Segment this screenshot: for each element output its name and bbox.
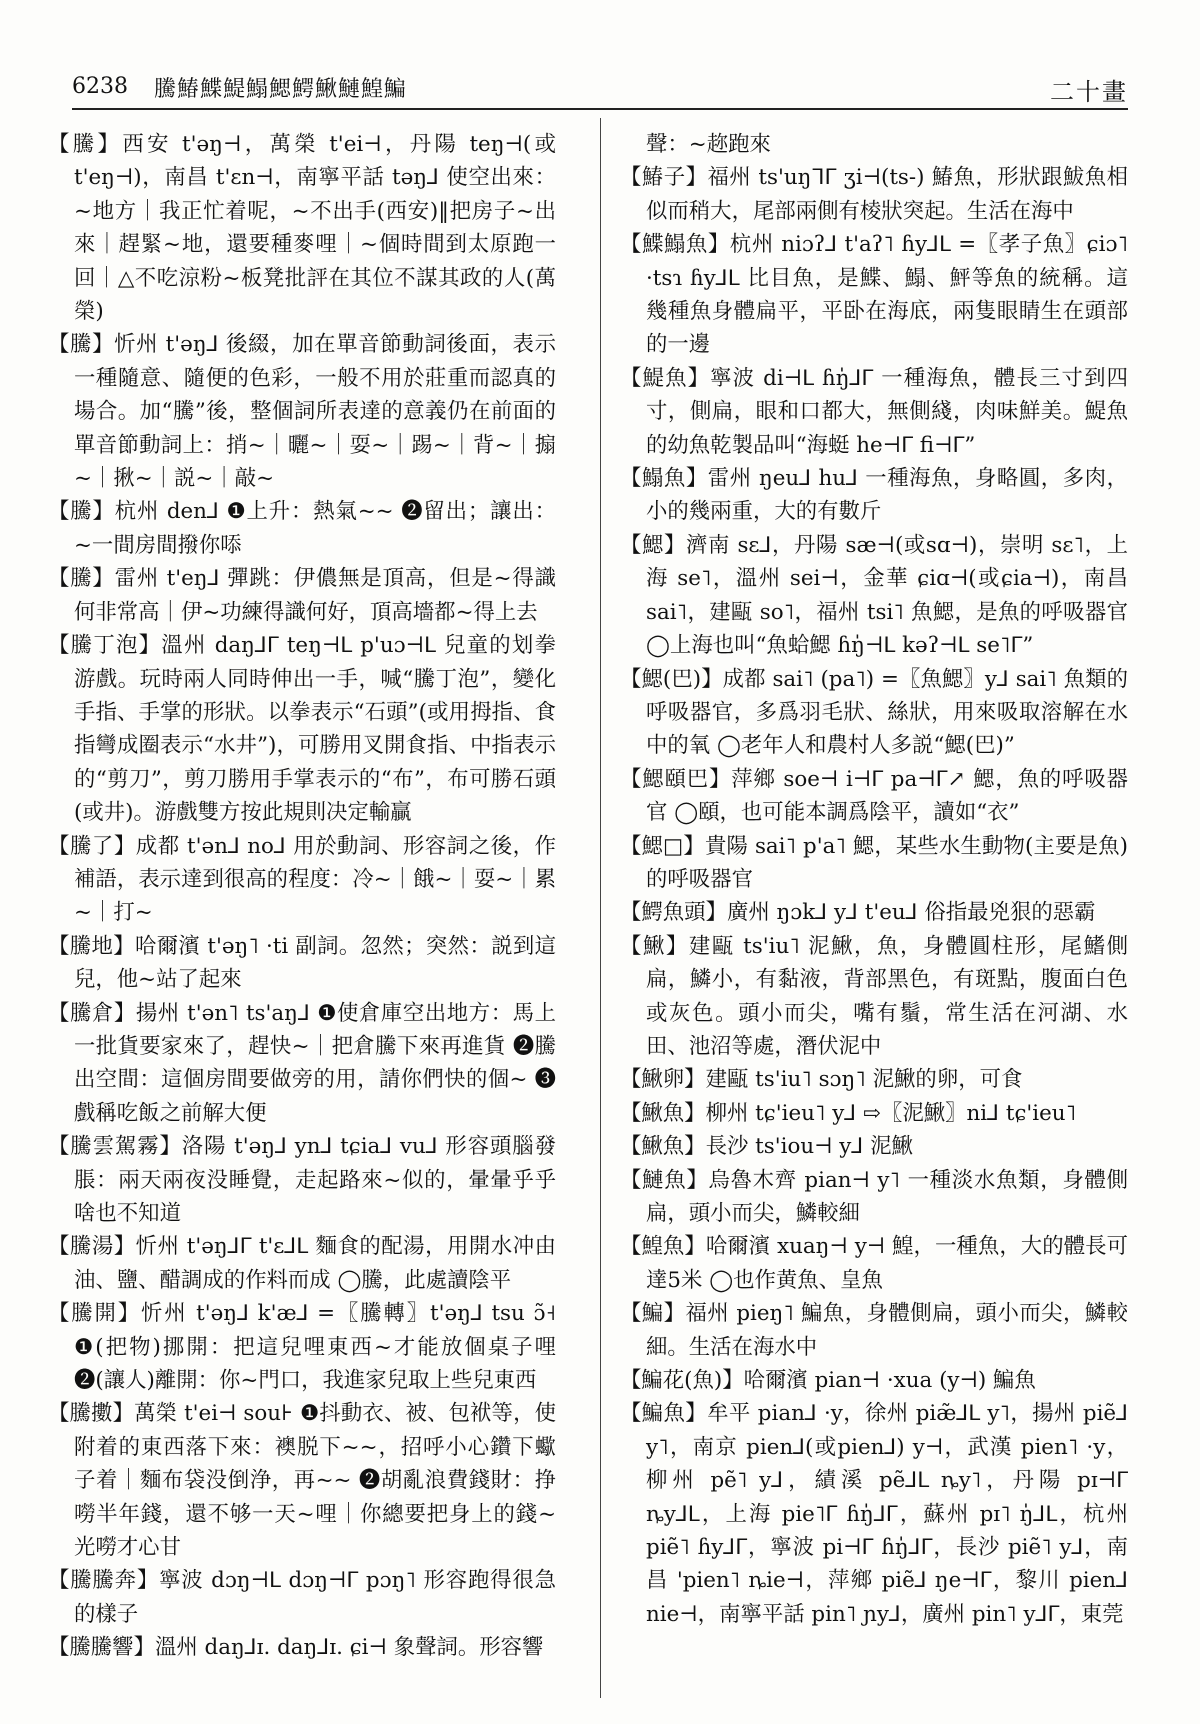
entry-teng-tang: 【騰湯】忻州 t'əŋ⅃ᒥ t'ɛ⅃ᒪ 麵食的配湯，用開水冲由油、鹽、醋調成的作料而成 ◯騰，此處讀陰平: [48, 1234, 556, 1293]
entry-teng-le: 【騰了】成都 t'ən⅃ no⅃ 用於動詞、形容詞之後，作補語，表示達到很高的程度：冷~｜餓~｜耍~｜累~｜打~: [48, 833, 556, 926]
entry-ta-yu: 【鰨魚】雷州 ŋeu⅃ hu⅃ 一種海魚，身略圓，多肉，小的幾兩重，大的有數斤: [620, 466, 1128, 525]
entry-sai: 【鰓】濟南 sɛ⅃，丹陽 sæ⊣(或sɑ⊣)，崇明 sɛ˥，上海 se˥，溫州 sei⊣，金華 ɕiɑ⊣(或ɕia⊣)，南昌 sai˥，建甌 so˥，福州 tsi˥ 魚鰓，是魚的呼吸器官 ◯上海也叫“魚蛤鰓 ɦŋ̍⊣ᒪ kəʔ⊣ᒪ se˥ᒥ”: [620, 532, 1128, 659]
entry-continuation: 聲：~趂跑來: [646, 132, 771, 157]
column-divider: [600, 118, 601, 1698]
right-column: [620, 128, 1128, 1698]
entry-teng-xinzhou: 【騰】忻州 t'əŋ⅃ 後綴，加在單音節動詞後面，表示一種隨意、隨便的色彩，一般不用於莊重而認真的場合。加“騰”後，整個詞所表達的意義仍在前面的單音節動詞上：捎~｜曬~｜耍~｜踢~｜背~｜搧~｜揪~｜説~｜敲~: [48, 332, 556, 492]
entry-ti-yu: 【鯷魚】寧波 di⊣ᒪ ɦŋ̍⅃ᒥ 一種海魚，體長三寸到四寸，側扁，眼和口都大，無側綫，肉味鮮美。鯷魚的幼魚乾製品叫“海蜓 he⊣ᒥ fi⊣ᒥ”: [620, 365, 1128, 458]
entry-teng-teng-ben: 【騰騰奔】寧波 dɔŋ⊣ᒪ dɔŋ⊣ᒥ pɔŋ˥ 形容跑得很急的樣子: [48, 1568, 556, 1627]
left-column: [48, 128, 556, 1698]
entry-teng-hangzhou: 【騰】杭州 den⅃ ❶上升：熱氣~~ ❷留出；讓出：~一間房間撥你㖭: [48, 499, 556, 558]
page-number: 6238: [72, 74, 128, 99]
entry-teng-leizhou: 【騰】雷州 t'eŋ⅃ 彈跳：伊儂無是頂高，但是~得識何非常高｜伊~功練得識何好，頂高墻都~得上去: [48, 566, 556, 625]
page-title: 騰鰆鰈鯷鰨鰓鰐鰍鰱鰉鯿: [154, 77, 408, 102]
entry-huang-yu: 【鰉魚】哈爾濱 xuaŋ⊣ y⊣ 鰉，一種魚，大的體長可達5米 ◯也作黄魚、皇魚: [620, 1234, 1128, 1293]
entry-teng-ding-pao: 【騰丁泡】溫州 daŋ⅃ᒥ teŋ⊣ᒪ p'uɔ⊣ᒪ 兒童的划拳游戲。玩時兩人同時伸出一手，喊“騰丁泡”，變化手指、手掌的形狀。以拳表示“石頭”(或用拇指、食指彎成圈表示“水井”)，可勝用叉開食指、中指表示的“剪刀”，剪刀勝用手掌表示的“布”，布可勝石頭(或井)。游戲雙方按此規則决定輸贏: [48, 633, 556, 826]
entry-teng-xian: 【騰】西安 t'əŋ⊣，萬榮 t'ei⊣，丹陽 teŋ⊣(或t'eŋ⊣)，南昌 t'ɛn⊣，南寧平話 təŋ⅃ 使空出來：~地方｜我正忙着呢，~不出手(西安)‖把房子~出來｜趕緊~地，還要種麥哩｜~個時間到太原跑一回｜△不吃涼粉~板凳批評在其位不謀其政的人(萬榮): [48, 132, 556, 325]
entry-sai-yi-ba: 【鰓頤巴】萍鄉 soe⊣ i⊣ᒥ pa⊣ᒥ↗ 鰓，魚的呼吸器官 ◯頤，也可能本調爲陰平，讀如“衣”: [620, 766, 1128, 826]
entry-qiu-yu-liuzhou: 【鰍魚】柳州 tɕ'ieu˥ y⅃ ⇨〖泥鰍〗ni⅃ tɕ'ieu˥: [620, 1100, 1077, 1126]
entry-qiu: 【鰍】建甌 ts'iu˥ 泥鰍，魚，身體圓柱形，尾鰭側扁，鱗小，有黏液，背部黑色，有斑點，腹面白色或灰色。頭小而尖，嘴有鬚，常生活在河湖、水田、池沼等處，潛伏泥中: [620, 933, 1128, 1059]
entry-teng-yun-jia-wu: 【騰雲駕霧】洛陽 t'əŋ⅃ yn⅃ tɕia⅃ vu⅃ 形容頭腦發脹：兩天兩夜没睡覺，走起路來~似的，暈暈乎乎啥也不知道: [48, 1134, 556, 1226]
entry-chun-zi: 【鰆子】福州 ts'uŋᒣᒥ ʒi⊣(ts-) 鰆魚，形狀跟鮁魚相似而稍大，尾部兩側有棱狀突起。生活在海中: [620, 165, 1128, 224]
entry-teng-di: 【騰地】哈爾濱 t'əŋ˥ ·ti 副詞。忽然；突然：説到這兒，他~站了起來: [48, 933, 556, 993]
entry-die-ta-yu: 【鰈鰨魚】杭州 niɔʔ⅃ t'aʔ˥ ɦy⅃ᒪ =〖孝子魚〗ɕiɔ˥ ·tsɿ ɦy⅃ᒪ 比目魚，是鰈、鰨、鮃等魚的統稱。這幾種魚身體扁平，平卧在海底，兩隻眼睛生在頭部的一邊: [620, 232, 1128, 358]
entry-lian-yu: 【鰱魚】烏魯木齊 pian⊣ y˥ 一種淡水魚類，身體側扁，頭小而尖，鱗較細: [620, 1167, 1128, 1226]
entry-teng-kai: 【騰開】忻州 t'əŋ⅃ k'æ⅃ =〖騰轉〗t'əŋ⅃ tsu ɔ̃˧ ❶(把物)挪開：把這兒哩東西~才能放個桌子哩 ❷(讓人)離開：你~門口，我進家兒取上些兒東西: [48, 1301, 556, 1394]
entry-sai-ba: 【鰓(巴)】成都 sai˥ (pa˥) =〖魚鰓〗y⅃ sai˥ 魚類的呼吸器官，多爲羽毛狀、絲狀，用來吸取溶解在水中的氧 ◯老年人和農村人多説“鰓(巴)”: [620, 666, 1128, 759]
entry-bian: 【鯿】福州 pieŋ˥ 鯿魚，身體側扁，頭小而尖，鱗較細。生活在海水中: [620, 1301, 1128, 1360]
entry-bian-hua-yu: 【鯿花(魚)】哈爾濱 pian⊣ ·xua (y⊣) 鯿魚: [620, 1368, 1036, 1394]
entry-bian-yu: 【鯿魚】牟平 pian⅃ ·y，徐州 piæ̃⅃ᒪ y˥，揚州 piẽ⅃ y˥，南京 pien⅃(或pien⅃) y⊣，武漢 pien˥ ·y，柳州 pẽ˥ y⅃，績溪 pẽ⅃ᒪ ȵy˥，丹陽 pɪ⊣ᒥ ȵy⅃ᒪ，上海 pie˥ᒥ ɦŋ̍⅃ᒥ，蘇州 pɪ˥ ŋ̍⅃ᒪ，杭州 piẽ˥ ɦy⅃ᒥ，寧波 pi⊣ᒥ ɦŋ̍⅃ᒥ，長沙 piẽ˥ y⅃，南昌 'pien˥ ȵie⊣，萍鄉 piẽ⅃ ŋe⊣ᒥ，黎川 pien⅃ nie⊣，南寧平話 pin˥ ɲy⅃，廣州 pin˥ y⅃ᒥ，東莞: [620, 1401, 1128, 1627]
entry-qiu-luan: 【鰍卵】建甌 ts'iu˥ sɔŋ˥ 泥鰍的卵，可食: [620, 1067, 1023, 1093]
entry-qiu-yu-changsha: 【鰍魚】長沙 ts'iou⊣ y⅃ 泥鰍: [620, 1134, 913, 1160]
entry-teng-sou: 【騰擻】萬榮 t'ei⊣ sou⊦ ❶抖動衣、被、包袱等，使附着的東西落下來：襖脱下~~，招呼小心鑽下蠍子着｜麵布袋没倒浄，再~~ ❷胡亂浪費錢財：挣嘮半年錢，還不够一天~哩｜你總要把身上的錢~光嘮才心甘: [48, 1401, 556, 1561]
entry-teng-cang: 【騰倉】揚州 t'ən˥ ts'aŋ⅃ ❶使倉庫空出地方：馬上一批貨要家來了，趕快~｜把倉騰下來再進貨 ❷騰出空間：這個房間要做旁的用，請你們快的個~ ❸戲稱吃飯之前解大便: [48, 1000, 556, 1126]
stroke-section: 二十畫: [1050, 78, 1128, 106]
entry-e-yu-tou: 【鰐魚頭】廣州 ŋɔk⅃ y⅃ t'eu⅃ 俗指最兇狠的惡霸: [620, 900, 1096, 926]
entry-teng-teng-xiang: 【騰騰響】溫州 daŋ⅃ɪ. daŋ⅃ɪ. ɕi⊣ 象聲詞。形容響: [48, 1635, 544, 1661]
entry-sai-pa: 【鰓□】貴陽 sai˥ p'a˥ 鰓，某些水生動物(主要是魚)的呼吸器官: [620, 833, 1128, 892]
page-header: [72, 68, 1128, 110]
